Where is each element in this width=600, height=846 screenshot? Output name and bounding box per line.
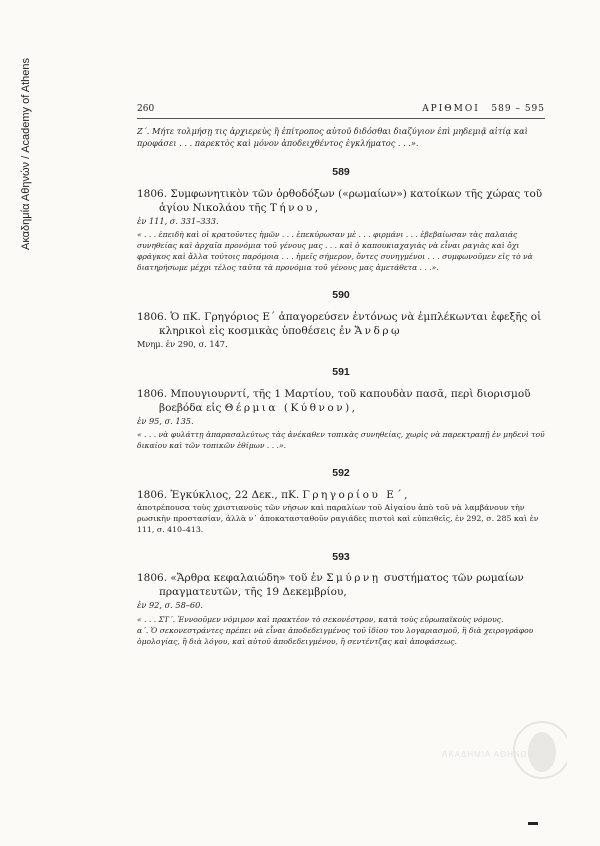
entry-number: 591	[332, 366, 350, 378]
entry-year: 1806.	[137, 187, 168, 200]
header-rule	[137, 118, 545, 119]
entry-quote: « . . . ΣΤ΄. Ἐννοοῦμεν νόμιμον καὶ πρακτέον τὸ σεκονέστρον, κατὰ τοὺς εὐρωπαϊκοὺς νόμους.	[137, 614, 504, 624]
entry-year: 1806.	[137, 387, 168, 400]
page-mark	[528, 822, 538, 825]
entry-number: 590	[332, 289, 350, 301]
entry-title	[137, 187, 545, 215]
entry-year: 1806.	[137, 310, 168, 323]
entry-title	[137, 387, 545, 415]
entry-range: 589 – 595	[491, 104, 545, 114]
running-title-text: ΑΡΙΘΜΟΙ	[422, 104, 480, 114]
entry-title-text: «Ἄρθρα κεφαλαιώδη» τοῦ ἐν	[170, 572, 323, 584]
page-number: 260	[137, 104, 155, 114]
entry-number: 593	[332, 550, 350, 563]
entry-title-text: Μπουγιουρντί, τῆς 1 Μαρτίου, τοῦ καπουδὰν πασᾶ, περὶ διορισμοῦ βοεβόδα εἰς	[159, 387, 531, 414]
entry-year: 1806.	[137, 488, 168, 501]
entry-number: 592	[332, 467, 350, 479]
entry-quote: « . . . ἐπειδὴ καὶ οἱ κρατοῦντες ἡμῶν . . . ἐπεκύρωσαν μὲ . . . φιρμάνι . . . ἐβεβαίωσαν τὰς παλαιάς συνηθείας καὶ ἀρχαῖα προνόμια τοῦ γένους μας . . . καὶ ὁ καπουκιαχαγιὰς νὰ εἶναι ραγιὰς καὶ ὄχι φράγκος καὶ ἄλλα τούτοις παρόμοια . . . ἡμεῖς σήμερον, ὄντες συνηγμένοι . . . συμφωνοῦμεν εἰς τὸ νὰ διατηρήσωμε μέχρι τέλος ταῦτα τὰ προνόμια τοῦ γένους μας ἀμετάθετα . . .».	[137, 230, 533, 272]
entry-ref: ἐν 95, σ. 135.	[137, 415, 194, 426]
entry-ref: ἐν 111, σ. 331–333.	[137, 215, 219, 226]
entry-title-text: Ὁ πΚ. Γρηγόριος Ε΄ ἀπαγορεύσεν ἐντόνως νὰ ἐμπλέκωνται ἐφεξῆς οἱ κληρικοὶ εἰς κοσμικὰς ὑποθέσεις ἐν	[159, 310, 542, 337]
entry-place: Σμύρνῃ	[326, 572, 381, 584]
entry-quote: « . . . νὰ φυλάττῃ ἀπαρασαλεύτως τὰς ἀνέκαθεν τοπικὰς συνηθείας, χωρὶς νὰ παρεκτραπῇ ἐν μηδενὶ τοῦ δικαίου καὶ τῶν τοπικῶν ἐθίμων . . .».	[137, 430, 545, 450]
entry-place: Γρηγορίου Ε΄,	[302, 488, 410, 501]
entry-place: Τήνου,	[269, 201, 321, 214]
entry-number: 589	[332, 166, 350, 178]
entry-quote-continued: α΄. Ὁ σεκονεστράντες πρέπει νὰ εἶναι ἀποδεδειγμένος τοῦ ἰδίου του λογαριασμοῦ, ἢ διὰ χειρογράφου ὁμολογίας, ἢ διὰ λόγου, καὶ αὐτοῦ ἀποδεδειγμένου, ἢ σεντέντζας καὶ ἀποφάσεως.	[137, 625, 534, 646]
entry-title	[137, 310, 545, 338]
watermark	[442, 710, 567, 790]
entry-ref: Μνημ. ἐν 290, σ. 147.	[137, 338, 228, 349]
entry-ref: ἐν 92, σ. 58–60.	[137, 600, 203, 610]
entry-title	[137, 488, 545, 502]
entry-year: 1806.	[137, 572, 168, 584]
archive-sidebar	[18, 28, 36, 288]
entry-title-text: Συμφωνητικὸν τῶν ὀρθοδόξων («ρωμαίων») κατοίκων τῆς χώρας τοῦ ἁγίου Νικολάου τῆς	[159, 187, 543, 214]
carryover-text: Ζ΄. Μήτε τολμήσῃ τις ἀρχιερεὺς ἢ ἐπίτροπος αὐτοῦ διδόσθαι διαζύγιον ἐπὶ μηδεμιᾷ αἰτίᾳ καὶ προφάσει . . . παρεκτὸς καὶ μόνον ἀποδειχθέντος ἐγκλήματος . . .».	[137, 126, 528, 148]
entry-title-text: Ἐγκύκλιος, 22 Δεκ., πΚ.	[170, 488, 300, 501]
page-content	[137, 126, 545, 647]
watermark-text: ΑΚΑΔΗΜΙΑ ΑΘΗΝΩΝ	[442, 750, 535, 759]
running-title	[422, 104, 545, 114]
archive-label: Ακαδημία Αθηνών / Academy of Athens	[20, 58, 32, 251]
entry-place: Ἄνδρῳ	[354, 324, 403, 337]
entry-description: ἀποτρέπουσα τοὺς χριστιανοὺς τῶν νήσων καὶ παραλίων τοῦ Αἰγαίου ἀπὸ τοῦ νὰ λαμβάνουν τὴν ρωσικὴν προστασίαν, ἀλλὰ ν᾽ ἀποκατασταθοῦν ραγιάδες πιστοὶ καὶ εὐπειθεῖς, ἐν 292, σ. 285 καὶ ἐν 111, σ. 410–413.	[137, 502, 539, 534]
entry-title	[137, 571, 545, 599]
entry-place: Θέρμια (Κύθνον),	[224, 401, 358, 414]
entry-title-rest: συστήματος τῶν ρωμαίων πραγματευτῶν, τῆς 19 Δεκεμβρίου,	[159, 572, 524, 598]
